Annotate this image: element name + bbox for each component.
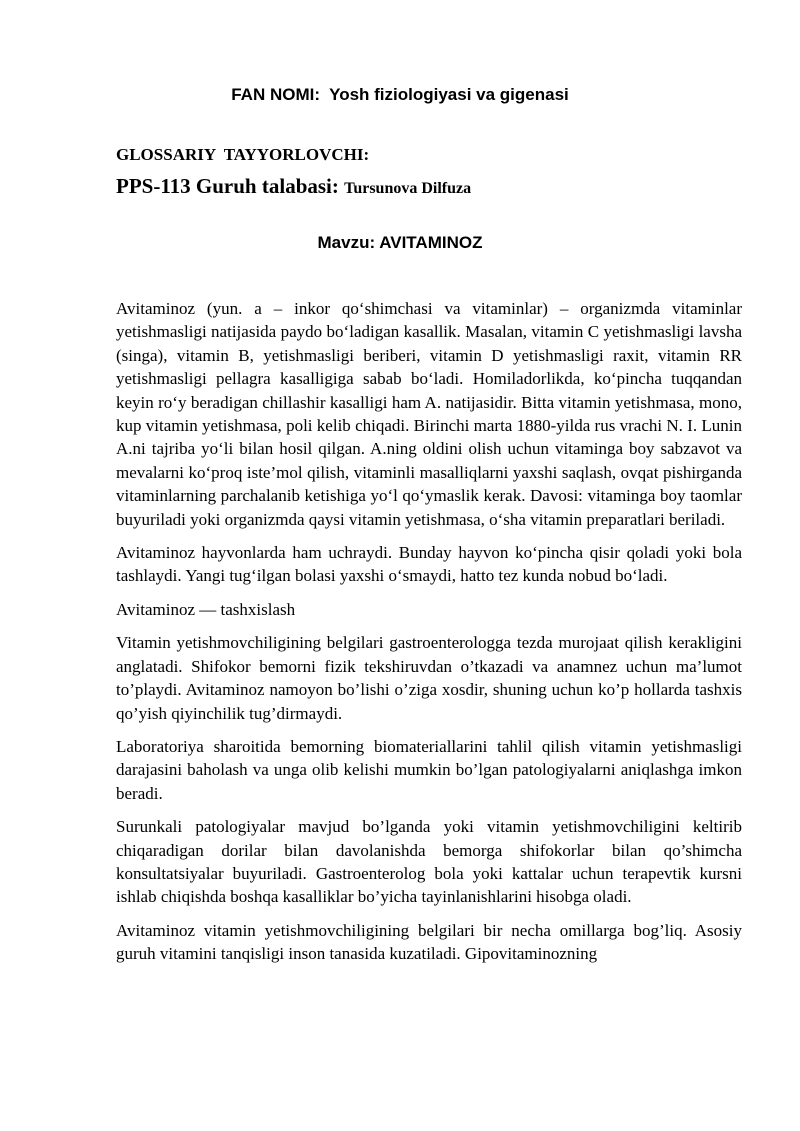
group-student-line bbox=[116, 172, 471, 203]
paragraph-factors: Avitaminoz vitamin yetishmovchiligining belgilari bir necha omillarga bog’liq. Asosiy guruh vitamini tanqisligi inson tanasida kuzatiladi. Gipovitaminozning bbox=[116, 920, 742, 964]
paragraph-definition: Avitaminoz (yun. a – inkor qo‘shimchasi va vitaminlar) – organizmda vitaminlar yetishmasligi natijasida paydo bo‘ladigan kasallik. Masalan, vitamin C yetishmasligi lavsha (singa), vitamin B, yetishmasligi beriberi, vitamin D yetishmasligi raxit, vitamin RR yetishmasligi pellagra kasalligiga sabab bo‘ladi. Homiladorlikda, ko‘pincha tuqqandan keyin ro‘y beradigan chillashir kasalligi ham A. natijasidir. Bitta vitamin yetishmasa, mono, kup vitamin yetishmasa, poli kelib chiqadi. Birinchi marta 1880-yilda rus vrachi N. I. Lunin A.ni tajriba yo‘li bilan hosil qilgan. A.ning oldini olish uchun vitaminga boy sabzavot va mevalarni ko‘proq iste’mol qilish, vitaminli masalliqlarni yaxshi saqlash, ovqat pishirganda vitaminlarning parchalanib ketishiga yo‘l qo‘ymaslik kerak. Davosi: vitaminga boy taomlar buyuriladi yoki organizmda qaysi vitamin yetishmasa, o‘sha vitamin preparatlari beriladi. bbox=[116, 299, 742, 529]
paragraph-laboratory: Laboratoriya sharoitida bemorning biomateriallarini tahlil qilish vitamin yetishmasligi darajasini baholash va unga olib kelishi mumkin bo’lgan patologiyalarni aniqlashga imkon beradi. bbox=[116, 736, 742, 803]
student-name: Tursunova Dilfuza bbox=[344, 180, 472, 197]
group-label: PPS-113 Guruh talabasi: bbox=[116, 174, 339, 198]
subject-title: FAN NOMI: Yosh fiziologiyasi va gigenasi bbox=[231, 85, 569, 104]
topic-title: Mavzu: AVITAMINOZ bbox=[317, 233, 483, 252]
glossary-preparer-label: GLOSSARIY TAYYORLOVCHI: bbox=[116, 145, 370, 164]
paragraph-symptoms: Vitamin yetishmovchiligining belgilari gastroenterologga tezda murojaat qilish kerakligini anglatadi. Shifokor bemorni fizik tekshiruvdan o’tkazadi va anamnez uchun ma’lumot to’playdi. Avitaminoz namoyon bo’lishi o’ziga xosdir, shuning uchun ko’p hollarda tashxis qo’yish qiyinchilik tug’dirmaydi. bbox=[116, 633, 742, 723]
paragraph-chronic: Surunkali patologiyalar mavjud bo’lganda yoki vitamin yetishmovchiligini keltirib chiqaradigan dorilar bilan davolanishda bemorga shifokorlar bilan qo’shimcha konsultatsiyalar buyuriladi. Gastroenterolog bola yoki kattalar uchun terapevtik kursni ishlab chiqishda boshqa kasalliklar bo’yicha tayinlanishlarini hisobga oladi. bbox=[116, 817, 742, 907]
paragraph-diagnosis-heading: Avitaminoz — tashxislash bbox=[116, 599, 296, 619]
paragraph-animals: Avitaminoz hayvonlarda ham uchraydi. Bunday hayvon ko‘pincha qisir qoladi yoki bola tashlaydi. Yangi tug‘ilgan bolasi yaxshi o‘smaydi, hatto tez kunda nobud bo‘ladi. bbox=[116, 543, 742, 586]
document-body bbox=[116, 297, 742, 976]
